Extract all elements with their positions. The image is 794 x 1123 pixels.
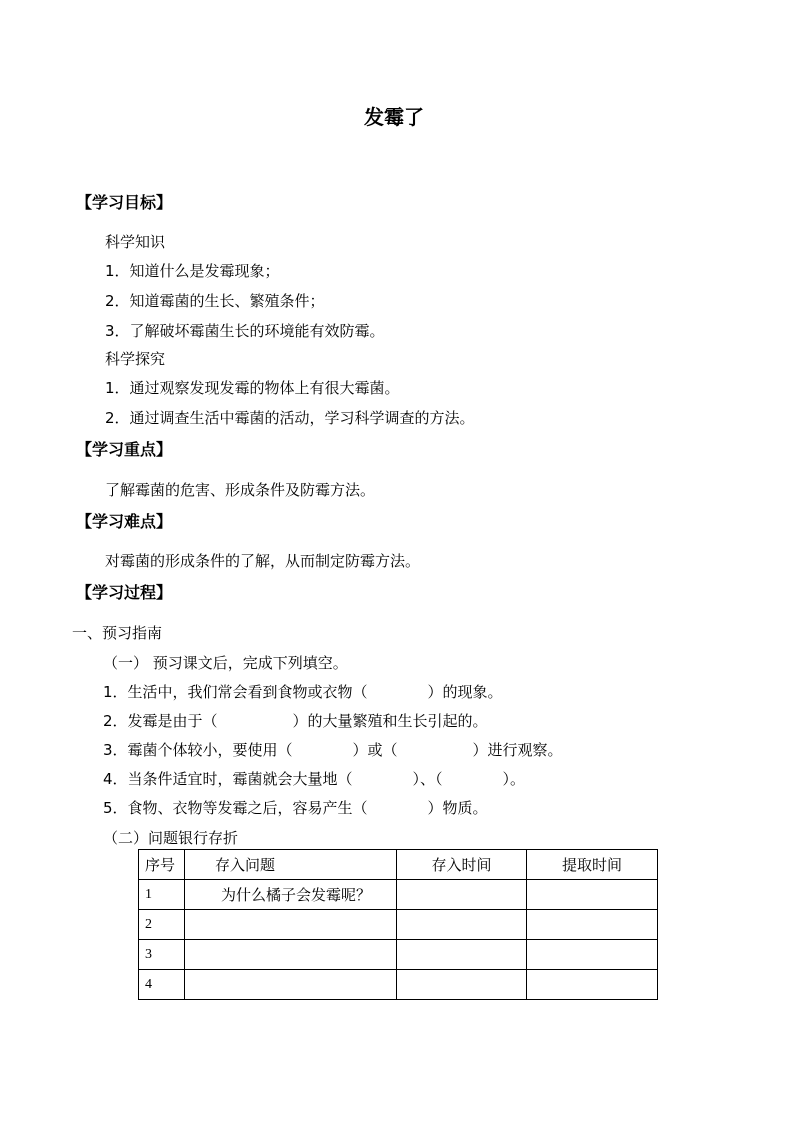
table-row xyxy=(139,910,658,940)
objectives-heading: 【学习目标】 xyxy=(76,193,173,212)
knowledge-item: 2．知道霉菌的生长、繁殖条件； xyxy=(105,292,325,310)
row-withdraw-time xyxy=(527,940,658,970)
table-row xyxy=(139,970,658,1000)
header-withdraw-time: 提取时间 xyxy=(527,850,658,880)
row-withdraw-time xyxy=(527,910,658,940)
header-deposit-time: 存入时间 xyxy=(397,850,527,880)
difficulties-text: 对霉菌的形成条件的了解，从而制定防霉方法。 xyxy=(105,552,421,570)
row-no: 3 xyxy=(139,940,185,970)
key-points-text: 了解霉菌的危害、形成条件及防霉方法。 xyxy=(105,481,376,499)
inquiry-item: 1．通过观察发现发霉的物体上有很大霉菌。 xyxy=(105,379,400,397)
key-points-heading: 【学习重点】 xyxy=(76,440,173,459)
row-question: 为什么橘子会发霉呢？ xyxy=(185,880,397,910)
header-question: 存入问题 xyxy=(185,850,397,880)
table-row xyxy=(139,940,658,970)
part2-title: （二）问题银行存折 xyxy=(103,829,239,847)
fill-item: 1．生活中，我们常会看到食物或衣物（ ）的现象。 xyxy=(103,683,503,701)
row-question xyxy=(185,940,397,970)
difficulties-heading: 【学习难点】 xyxy=(76,512,173,531)
fill-item: 4．当条件适宜时，霉菌就会大量地（ ）、（ ）。 xyxy=(103,770,526,788)
row-no: 4 xyxy=(139,970,185,1000)
knowledge-label: 科学知识 xyxy=(105,233,166,251)
part1-intro: （一） 预习课文后，完成下列填空。 xyxy=(103,654,348,672)
fill-item: 3．霉菌个体较小，要使用（ ）或（ ）进行观察。 xyxy=(103,741,563,759)
section-title: 一、预习指南 xyxy=(72,624,163,642)
row-deposit-time xyxy=(397,880,527,910)
row-question xyxy=(185,910,397,940)
table-row xyxy=(139,880,658,910)
row-withdraw-time xyxy=(527,880,658,910)
row-deposit-time xyxy=(397,940,527,970)
table-header-row xyxy=(139,850,658,880)
row-no: 2 xyxy=(139,910,185,940)
knowledge-item: 3．了解破坏霉菌生长的环境能有效防霉。 xyxy=(105,322,385,340)
row-deposit-time xyxy=(397,970,527,1000)
inquiry-label: 科学探究 xyxy=(105,350,166,368)
row-withdraw-time xyxy=(527,970,658,1000)
knowledge-item: 1．知道什么是发霉现象； xyxy=(105,262,280,280)
row-no: 1 xyxy=(139,880,185,910)
row-deposit-time xyxy=(397,910,527,940)
inquiry-item: 2．通过调查生活中霉菌的活动，学习科学调查的方法。 xyxy=(105,409,475,427)
process-heading: 【学习过程】 xyxy=(76,583,173,602)
page-title: 发霉了 xyxy=(364,105,424,129)
fill-item: 5．食物、衣物等发霉之后，容易产生（ ）物质。 xyxy=(103,799,488,817)
fill-item: 2．发霉是由于（ ）的大量繁殖和生长引起的。 xyxy=(103,712,488,730)
header-no: 序号 xyxy=(139,850,185,880)
row-question xyxy=(185,970,397,1000)
question-bank-table xyxy=(138,849,658,1000)
